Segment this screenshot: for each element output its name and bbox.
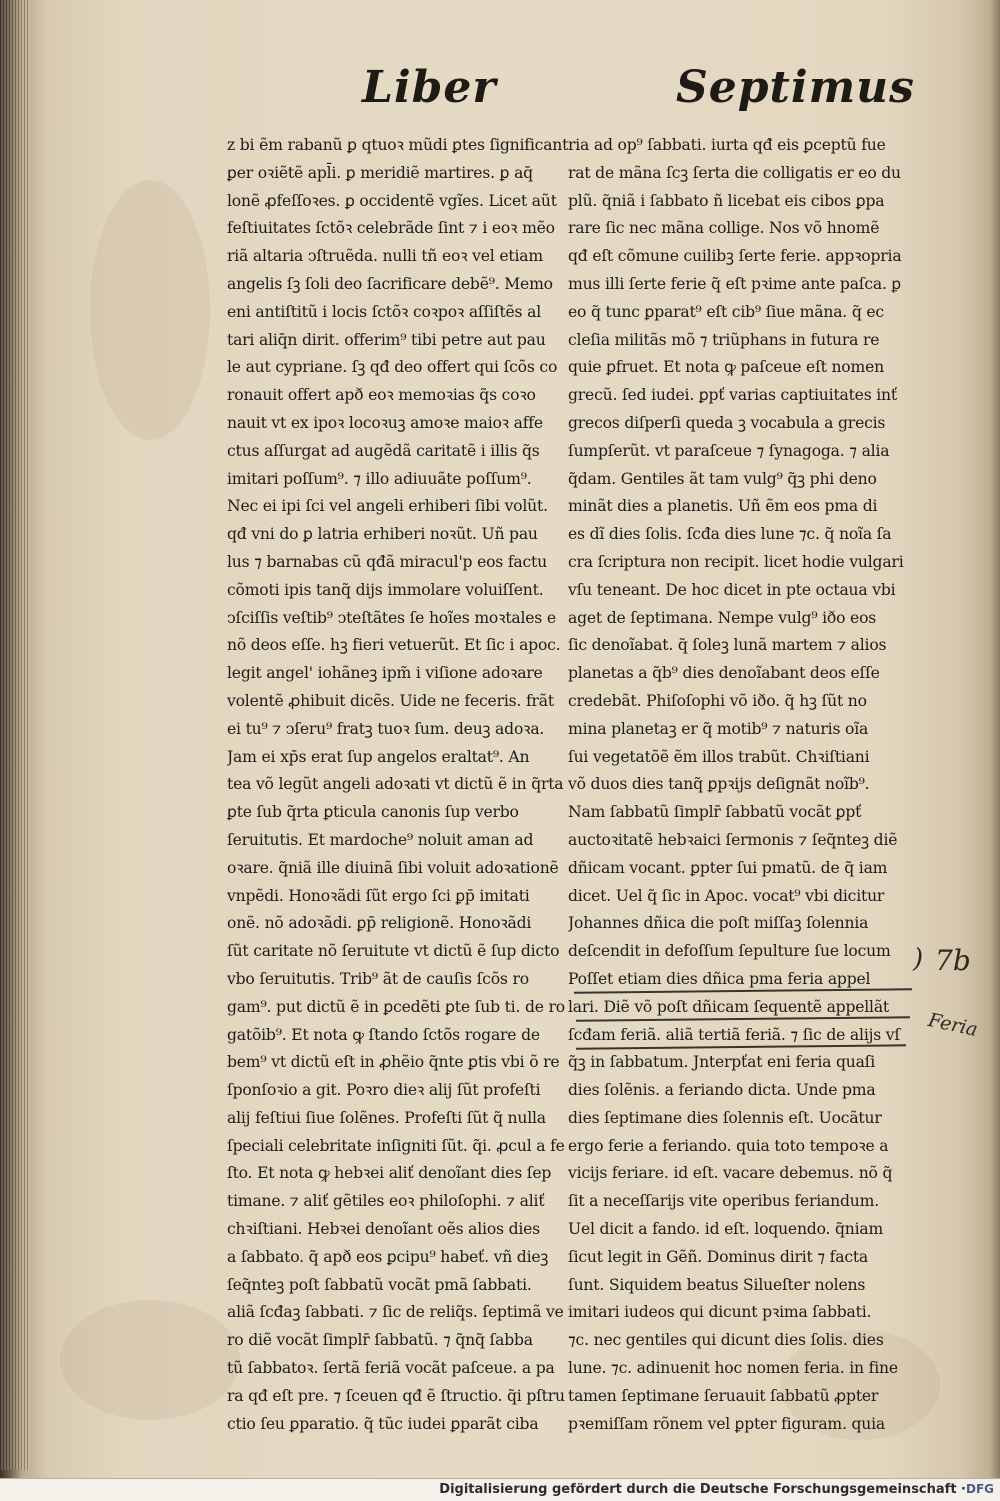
text-line: riã altaria ↄſtruẽda. nulli tñ eoꝛ vel etiam: [227, 247, 543, 266]
text-line: feſtiuitates ſctõꝛ celebrãde ſint ⁊ i eoꝛ mẽo: [227, 219, 555, 238]
text-line: ſumpſerũt. vt paraſceue ⁊ ſynagoga. ⁊ alia: [568, 441, 890, 460]
text-line: võ duos dies tanq̃ ꝑpꝛijs deſignãt noĩb⁹.: [568, 775, 870, 794]
text-line: cõmoti ipis tanq̃ dijs immolare voluiſſent.: [227, 580, 544, 599]
text-line: ergo ferie a feriando. quia toto tempoꝛe a: [568, 1136, 889, 1155]
text-line: ſeq̃nteꝫ poſt ſabbatũ vocãt pmã ſabbati.: [227, 1275, 532, 1294]
text-line: gatõib⁹. Et nota ꝙ ſtando ſctõs rogare de: [227, 1025, 540, 1044]
text-line: le aut cypriane. ſꝫ qđ deo offert qui ſcõs co: [227, 358, 558, 377]
text-line: alij feſtiui ſiue ſolẽnes. Profeſti ſũt q̃ nulla: [227, 1108, 546, 1127]
text-line: ſponſoꝛio a git. Poꝛro dieꝛ alij ſũt profeſti: [227, 1081, 541, 1100]
text-line: vicijs feriare. id eſt. vacare debemus. nõ q̃: [568, 1164, 893, 1183]
text-line: cleſia militãs mõ ⁊ triũphans in futura re: [568, 330, 880, 349]
paper-stain: [90, 180, 210, 440]
text-line: ⁊c. nec gentiles qui dicunt dies ſolis. dies: [568, 1331, 884, 1350]
text-line: ſicut legit in Gẽñ. Dominus dirit ⁊ facta: [568, 1247, 869, 1266]
text-line: qđ vni do ꝑ latria erhiberi noꝛũt. Uñ pau: [227, 525, 538, 544]
left-text-column: [227, 132, 579, 1438]
text-line: ↄſciſſis veſtib⁹ ↄteſtãtes ſe hoĩes moꝛtales e: [227, 608, 556, 627]
text-line: ctus aſſurgat ad augẽdã caritatẽ i illis q̃s: [227, 441, 540, 460]
margin-note-paren: ): [913, 944, 924, 974]
text-line: mus illi ſerte ferie q̃ eſt pꝛime ante paſca. ꝑ: [568, 274, 901, 293]
text-line: dies ſolẽnis. a feriando dicta. Unde pma: [568, 1081, 876, 1100]
running-head-right: Septimus: [676, 62, 915, 113]
text-line: timane. ⁊ aliť gẽtiles eoꝛ philoſophi. ⁊ aliť: [227, 1192, 545, 1211]
text-line: planetas a q̃b⁹ dies denoĩabant deos eſſe: [568, 664, 880, 683]
text-line: ſui vegetatõẽ ẽm illos trabũt. Chꝛiſtiani: [568, 747, 870, 766]
text-line: lus ⁊ barnabas cũ qđã miracul'p eos factu: [227, 552, 547, 571]
text-line: q̃ꝫ in ſabbatum. Jnterpťat eni feria quaſi: [568, 1053, 876, 1072]
text-line: mina planetaꝫ er q̃ motib⁹ ⁊ naturis oĩa: [568, 719, 869, 738]
text-line: plũ. q̃niã i ſabbato ñ licebat eis cibos ꝑpa: [568, 191, 885, 210]
text-line: Jam ei xp̄s erat ſup angelos eraltat⁹. An: [227, 747, 530, 766]
text-line: pꝛemiſſam rõnem vel ꝑpter figuram. quia: [568, 1414, 886, 1433]
text-line: auctoꝛitatẽ hebꝛaici ſermonis ⁊ ſeq̃nteꝫ diẽ: [568, 830, 898, 849]
text-line: tamen ſeptimane ſeruauit ſabbatũ ꝓpter: [568, 1386, 879, 1405]
text-line: ſeruitutis. Et mardoche⁹ noluit aman ad: [227, 830, 534, 849]
text-line: rare ſic nec mãna collige. Nos võ hnomẽ: [568, 219, 880, 238]
text-line: cra ſcriptura non recipit. licet hodie vulgari: [568, 552, 904, 571]
text-line: volentẽ ꝓhibuit dicẽs. Uide ne feceris. frãt: [227, 691, 554, 710]
text-line: bem⁹ vt dictũ eſt in ꝓhẽio q̃nte ꝑtis vbi õ re: [227, 1053, 560, 1072]
text-line: a ſabbato. q̃ apð eos ꝑcipu⁹ habeť. vñ dieꝫ: [227, 1247, 549, 1266]
text-line: ro diẽ vocãt ſimplr̄ ſabbatũ. ⁊ q̃nq̃ ſabba: [227, 1331, 533, 1350]
text-line: Johannes dñica die poſt miſſaꝫ ſolennia: [568, 914, 869, 933]
text-line: oꝛare. q̃niã ille diuinã ſibi voluit adoꝛationẽ: [227, 858, 559, 877]
text-line: credebãt. Phiſoſophi võ iðo. q̃ hꝫ ſũt no: [568, 691, 867, 710]
text-line: lune. ⁊c. adinuenit hoc nomen feria. in fine: [568, 1359, 898, 1378]
text-line: deſcendit in defoſſum ſepulture ſue locum: [568, 942, 891, 961]
text-line: z bi ẽm rabanũ ꝑ qtuoꝛ mũdi ꝑtes ſignificant: [227, 136, 569, 154]
text-line: ſto. Et nota ꝙ hebꝛei aliť denoĩant dies ſep: [227, 1164, 552, 1183]
text-line: dicet. Uel q̃ ſic in Apoc. vocat⁹ vbi dicitur: [568, 886, 885, 905]
paper-stain: [60, 1300, 240, 1420]
text-line: Nam ſabbatũ ſimplr̄ ſabbatũ vocãt ꝑpť: [568, 803, 862, 822]
text-line: ſcđam feriã. aliã tertiã feriã. ⁊ ſic de alijs vſ: [568, 1025, 900, 1044]
right-text-column: [568, 132, 928, 1438]
text-line: tea võ legũt angeli adoꝛati vt dictũ ẽ in q̃rta: [227, 775, 564, 794]
text-line: quie ꝑfruet. Et nota ꝙ paſceue eſt nomen: [568, 358, 884, 377]
text-line: es dĩ dies ſolis. ſcđa dies lune ⁊c. q̃ noĩa ſa: [568, 525, 892, 544]
text-line: imitari poſſum⁹. ⁊ illo adiuuãte poſſum⁹.: [227, 469, 532, 488]
footer-credit-text: Digitalisierung gefördert durch die Deutsche Forschungsgemeinschaft ·: [439, 1482, 966, 1497]
text-line: Poſſet etiam dies dñica pma feria appel: [568, 969, 871, 988]
text-line: ſic denoĩabat. q̃ ſoleꝫ lunã martem ⁊ alios: [568, 636, 887, 655]
text-line: ria ad op⁹ ſabbati. iurta qđ eis ꝑceptũ fue: [568, 136, 886, 154]
text-line: eni antiſtitũ i locis ſctõꝛ coꝛpoꝛ aſſiſtẽs al: [227, 302, 541, 321]
margin-note-word: Feria: [926, 1009, 980, 1041]
text-line: angelis ſꝫ ſoli deo ſacrificare debẽ⁹. Memo: [227, 274, 553, 293]
text-line: lari. Diẽ võ poſt dñicam ſequentẽ appellãt: [568, 997, 889, 1016]
text-line: ſpeciali celebritate inſigniti ſũt. q̃i. ꝓcul a fe: [227, 1136, 565, 1155]
text-line: vnpẽdi. Honoꝛãdi ſũt ergo ſci ꝑp̄ imitati: [227, 886, 530, 905]
text-line: chꝛiſtiani. Hebꝛei denoĩant oẽs alios dies: [227, 1220, 540, 1239]
text-line: ra qđ eſt pre. ⁊ ſceuen qđ ẽ ſtructio. q̃i pſtru: [227, 1386, 565, 1405]
text-line: ꝑer oꝛiẽtẽ apl̄i. ꝑ meridiẽ martires. ꝑ aq̄: [227, 163, 533, 182]
text-line: eo q̃ tunc ꝑparat⁹ eſt cib⁹ ſiue mãna. q̃ ec: [568, 302, 884, 321]
text-line: onẽ. nõ adoꝛãdi. ꝑp̄ religionẽ. Honoꝛãdi: [227, 914, 532, 933]
text-line: ſit a neceſſarijs vite operibus feriandum.: [568, 1192, 879, 1211]
text-line: dies ſeptimane dies ſolennis eſt. Uocãtur: [568, 1108, 882, 1127]
text-line: nauit vt ex ipoꝛ locoꝛuꝫ amoꝛe maioꝛ affe: [227, 413, 543, 432]
text-line: q̃dam. Gentiles ãt tam vulg⁹ q̃ꝫ phi deno: [568, 469, 877, 488]
text-line: vſu teneant. De hoc dicet in pte octaua vbi: [568, 580, 896, 599]
text-line: lonẽ ꝓfeſſoꝛes. ꝑ occidentẽ vgĩes. Licet aũt: [227, 191, 557, 210]
text-line: ei tu⁹ ⁊ ↄſeru⁹ fratꝫ tuoꝛ ſum. deuꝫ adoꝛa.: [227, 719, 545, 738]
text-line: nõ deos eſſe. hꝫ fieri vetuerũt. Et ſic i apoc.: [227, 636, 561, 655]
text-line: ſũt caritate nõ ſeruitute vt dictũ ẽ ſup dicto: [227, 942, 560, 961]
text-line: grecos diſperſi queda ꝫ vocabula a grecis: [568, 413, 886, 432]
text-line: ꝑte ſub q̃rta ꝑticula canonis ſup verbo: [227, 803, 519, 822]
margin-note-number: 7b: [935, 944, 971, 977]
text-line: dñicam vocant. ꝑpter ſui pmatũ. de q̃ iam: [568, 858, 888, 877]
text-line: aget de ſeptimana. Nempe vulg⁹ iðo eos: [568, 608, 877, 627]
digitization-footer: [0, 1478, 1000, 1501]
text-line: qđ eſt cõmune cuilibꝫ ſerte ferie. appꝛopria: [568, 247, 902, 266]
text-line: Nec ei ipi ſci vel angeli erhiberi ſibi volũt.: [227, 497, 548, 516]
text-line: gam⁹. put dictũ ẽ in ꝑcedẽti ꝑte ſub ti. de ro: [227, 997, 565, 1016]
text-line: imitari iudeos qui dicunt pꝛima ſabbati.: [568, 1303, 872, 1322]
text-line: ctio ſeu ꝑparatio. q̃ tũc iudei ꝑparãt ciba: [227, 1414, 539, 1433]
running-head-left: Liber: [362, 62, 497, 113]
text-line: legit angel' iohãneꝫ ipm̃ i viſione adoꝛare: [227, 664, 543, 683]
text-line: tari aliq̄n dirit. offerim⁹ tibi petre aut pau: [227, 330, 546, 349]
text-line: grecũ. ſed iudei. ꝑpť varias captiuitates inť: [568, 386, 897, 405]
text-line: Uel dicit a fando. id eſt. loquendo. q̃niam: [568, 1220, 884, 1239]
text-line: ſunt. Siquidem beatus Silueſter nolens: [568, 1275, 866, 1294]
text-line: minãt dies a planetis. Uñ ẽm eos pma di: [568, 497, 878, 516]
text-line: vbo ſeruitutis. Trib⁹ ãt de cauſis ſcõs ro: [227, 969, 529, 988]
text-line: tũ ſabbatoꝛ. ſertã feriã vocãt paſceue. a pa: [227, 1359, 555, 1378]
text-line: rat de mãna ſcꝫ ſerta die colligatis er eo du: [568, 163, 901, 182]
stacked-page-edges: [0, 0, 30, 1470]
text-line: ronauit offert apð eoꝛ memoꝛias q̃s coꝛo: [227, 386, 536, 405]
dfg-logo-icon: DFG: [965, 1482, 994, 1496]
text-line: aliã ſcđaꝫ ſabbati. ⁊ ſic de reliq̃s. ſeptimã ve: [227, 1303, 564, 1322]
